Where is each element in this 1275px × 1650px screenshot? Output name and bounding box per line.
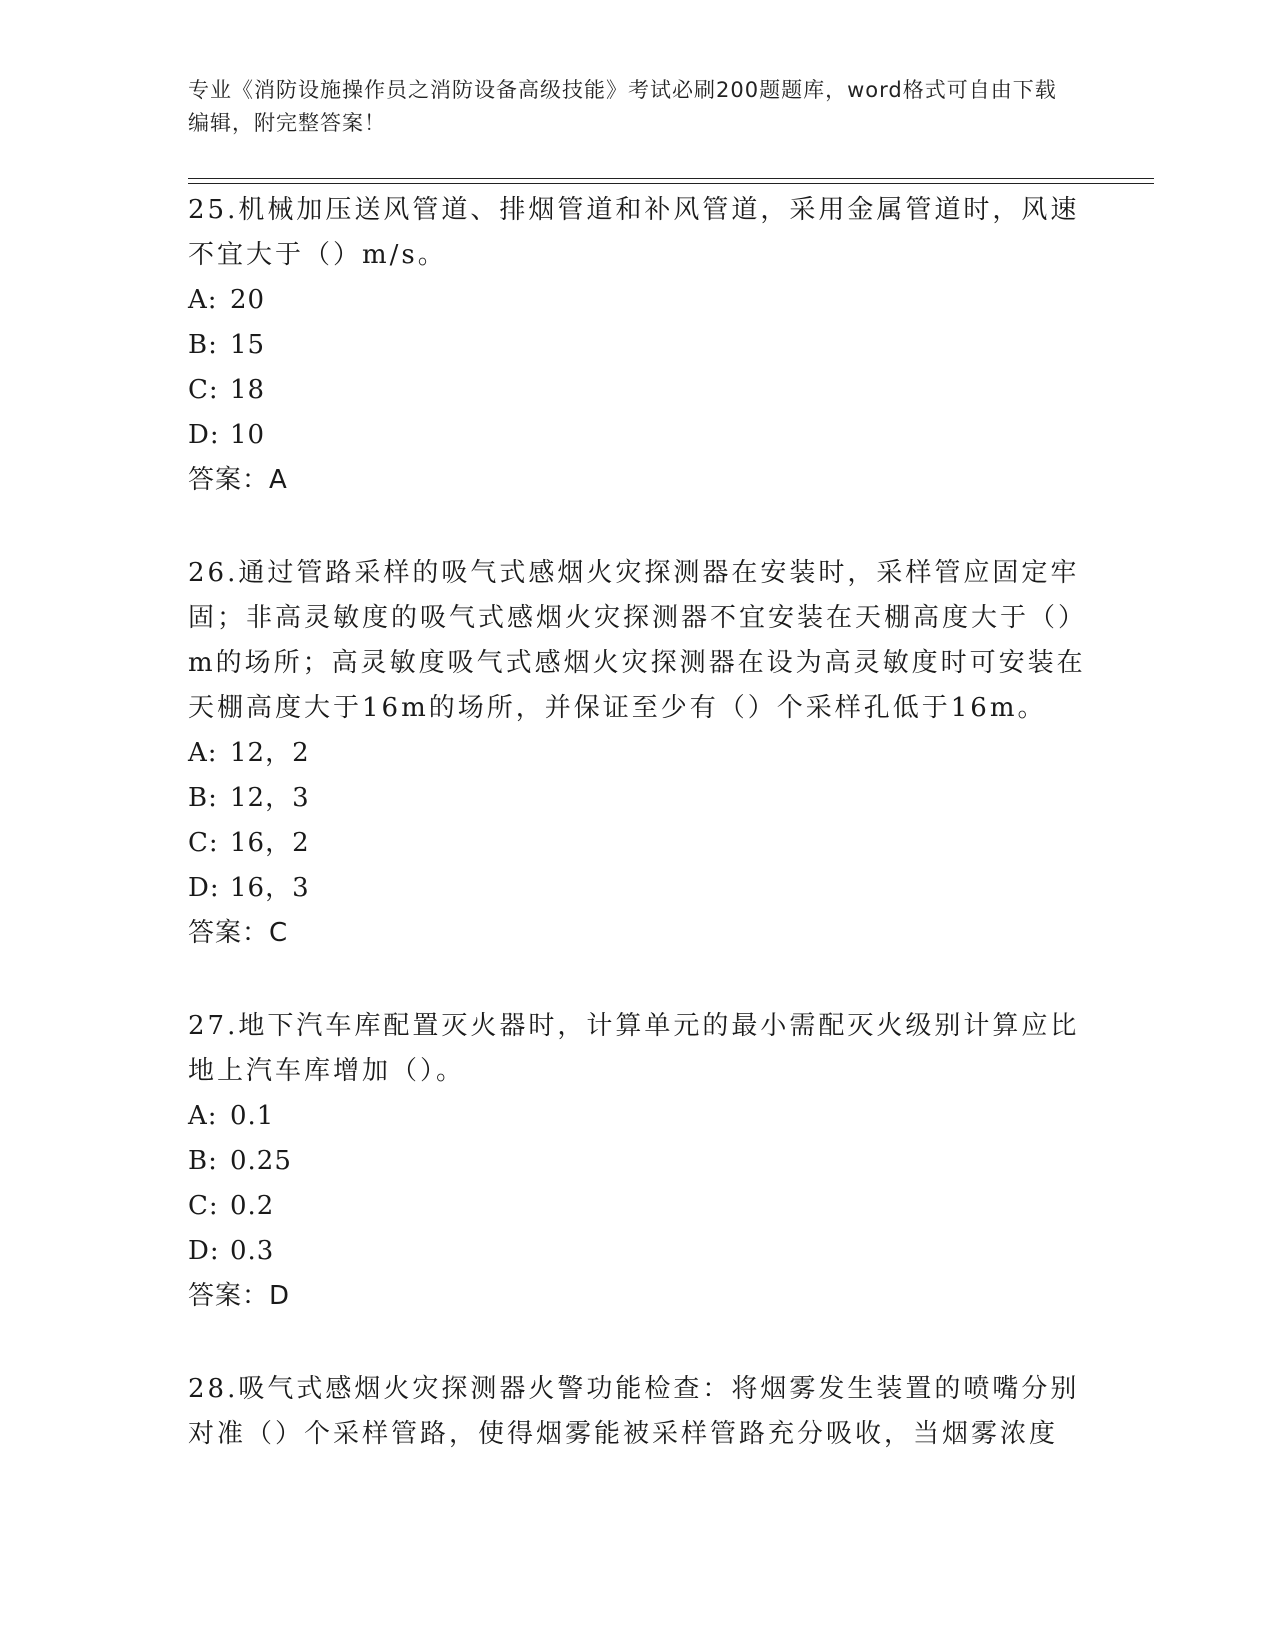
option-b	[188, 776, 1088, 821]
option-value: 0.25	[230, 1146, 292, 1176]
option-d	[188, 866, 1088, 911]
option-value: 10	[230, 420, 266, 450]
question-text: 25.机械加压送风管道、排烟管道和补风管道，采用金属管道时，风速不宜大于（）m/s。	[188, 195, 1080, 270]
option-key: C:	[188, 828, 219, 858]
option-d	[188, 413, 1088, 458]
option-key: D:	[188, 420, 220, 450]
answer-line: 答案：C	[188, 918, 289, 948]
option-key: D:	[188, 1236, 220, 1266]
question-text: 27.地下汽车库配置灭火器时，计算单元的最小需配灭火级别计算应比地上汽车库增加（）。	[188, 1011, 1080, 1086]
header-divider	[188, 178, 1154, 179]
option-value: 16，3	[230, 873, 310, 903]
option-value: 12，2	[230, 738, 310, 768]
option-key: C:	[188, 375, 219, 405]
option-value: 0.2	[230, 1191, 275, 1221]
option-value: 20	[230, 285, 266, 315]
question-list	[188, 188, 1088, 1505]
header-divider-second	[188, 183, 1154, 184]
option-key: B:	[188, 1146, 218, 1176]
option-key: C:	[188, 1191, 219, 1221]
option-d	[188, 1229, 1088, 1274]
option-value: 0.1	[230, 1101, 275, 1131]
question-text: 26.通过管路采样的吸气式感烟火灾探测器在安装时，采样管应固定牢固；非高灵敏度的吸气式感烟火灾探测器不宜安装在天棚高度大于（）m的场所；高灵敏度吸气式感烟火灾探测器在设为高灵敏度时可安装在天棚高度大于16m的场所，并保证至少有（）个采样孔低于16m。	[188, 558, 1088, 723]
option-b	[188, 323, 1088, 368]
option-key: B:	[188, 330, 218, 360]
option-key: D:	[188, 873, 220, 903]
document-header: 专业《消防设施操作员之消防设备高级技能》考试必刷200题题库，word格式可自由下载编辑，附完整答案！	[188, 78, 1057, 135]
option-a	[188, 731, 1088, 776]
option-key: A:	[188, 1101, 218, 1131]
option-key: A:	[188, 738, 218, 768]
option-c	[188, 1184, 1088, 1229]
option-value: 18	[230, 375, 266, 405]
option-a	[188, 278, 1088, 323]
answer-line: 答案：D	[188, 1281, 291, 1311]
question-item-27	[188, 1004, 1088, 1319]
question-item-28	[188, 1367, 1088, 1457]
option-value: 0.3	[230, 1236, 275, 1266]
answer-line: 答案：A	[188, 465, 288, 495]
option-key: A:	[188, 285, 218, 315]
option-c	[188, 368, 1088, 413]
option-key: B:	[188, 783, 218, 813]
option-a	[188, 1094, 1088, 1139]
option-value: 16，2	[230, 828, 310, 858]
question-item-26	[188, 551, 1088, 956]
option-value: 12，3	[230, 783, 310, 813]
question-text: 28.吸气式感烟火灾探测器火警功能检查：将烟雾发生装置的喷嘴分别对准（）个采样管路，使得烟雾能被采样管路充分吸收，当烟雾浓度	[188, 1374, 1080, 1449]
option-c	[188, 821, 1088, 866]
option-value: 15	[230, 330, 266, 360]
question-item-25	[188, 188, 1088, 503]
option-b	[188, 1139, 1088, 1184]
